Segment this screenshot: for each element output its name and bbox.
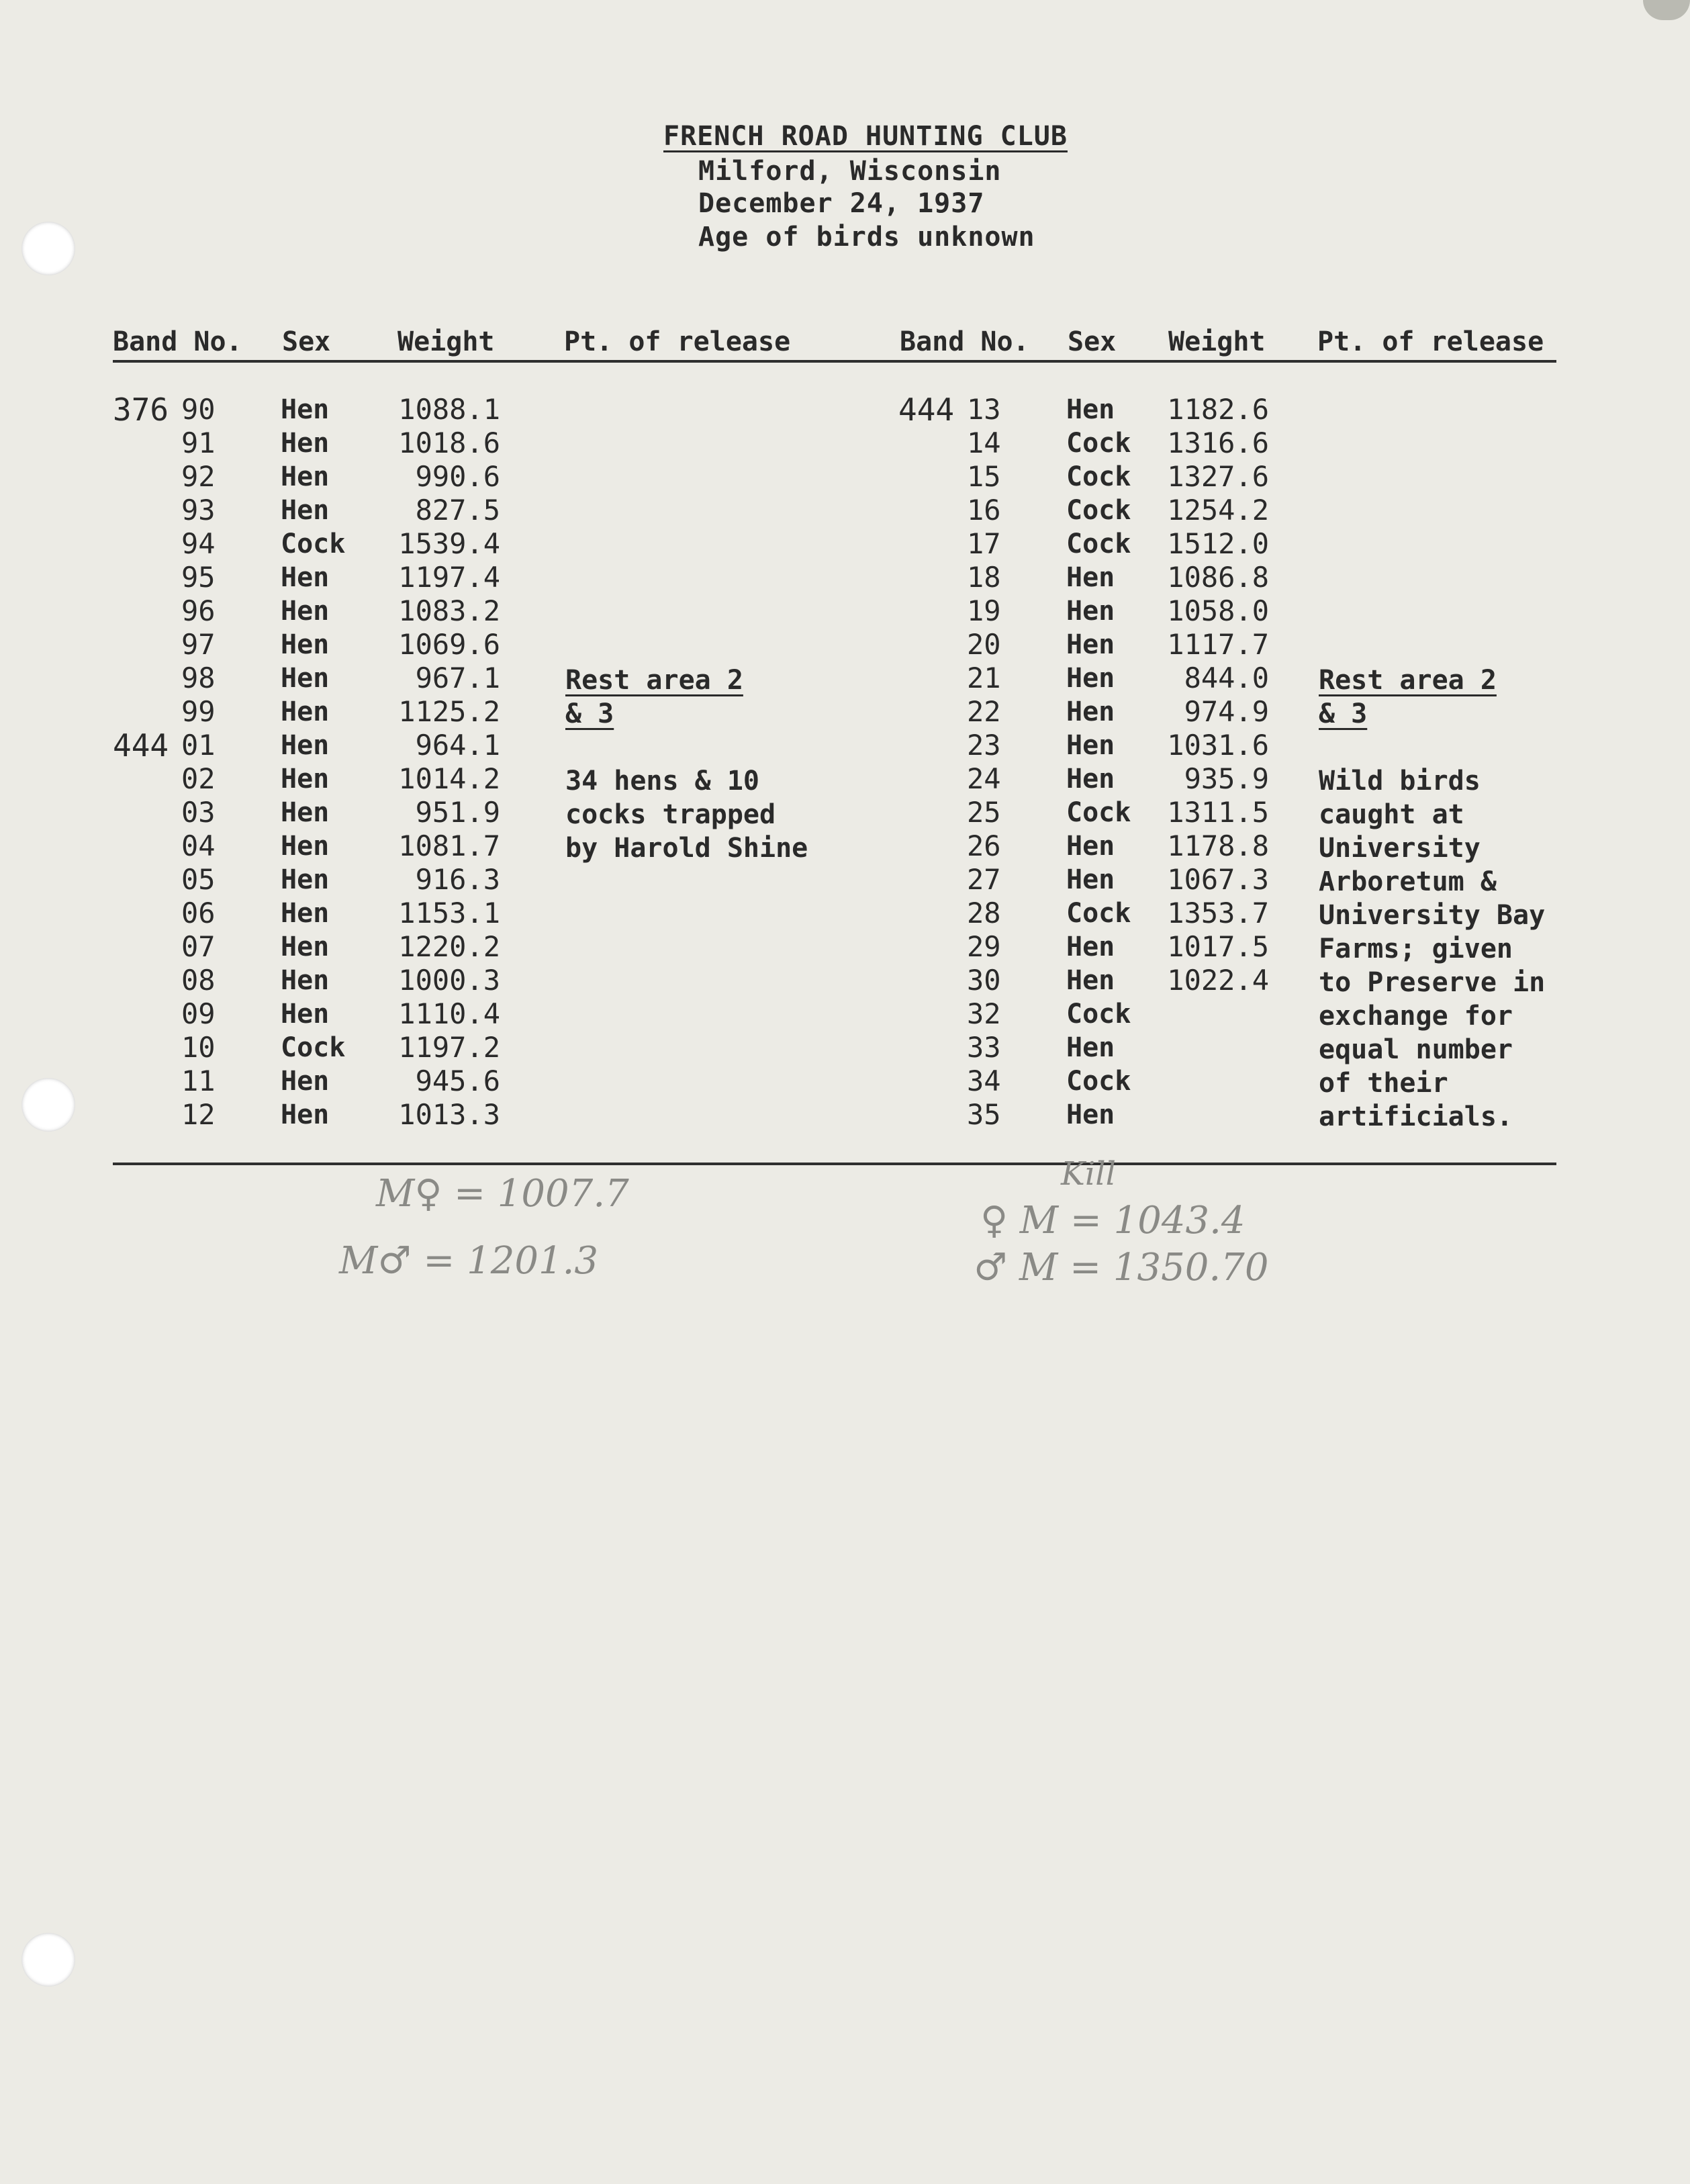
col-weight-right: Weight	[1168, 326, 1266, 357]
weight-cell: 1088.1	[398, 393, 500, 426]
release-left-line2: & 3	[565, 698, 614, 729]
col-sex-right: Sex	[1068, 326, 1117, 357]
band-prefix-444-right: 444	[898, 392, 955, 428]
sex-cell: Hen	[281, 931, 330, 962]
sex-cell: Cock	[1066, 461, 1131, 492]
sex-cell: Cock	[1066, 428, 1131, 459]
band-number: 10	[181, 1031, 216, 1064]
handwritten-left-1: M♀ = 1007.7	[376, 1172, 629, 1216]
band-number: 04	[181, 829, 216, 862]
weight-cell: 1178.8	[1167, 829, 1269, 862]
band-number: 98	[181, 662, 216, 694]
band-number: 20	[967, 628, 1001, 661]
sex-cell: Hen	[1066, 764, 1115, 794]
band-number: 17	[967, 527, 1001, 560]
release-right-note: of their	[1319, 1068, 1448, 1099]
sex-cell: Hen	[1066, 629, 1115, 660]
release-left-note2: cocks trapped	[565, 799, 776, 830]
release-left-note1: 34 hens & 10	[565, 766, 759, 797]
sex-cell: Hen	[281, 495, 330, 526]
sex-cell: Hen	[1066, 696, 1115, 727]
release-right-note: caught at	[1319, 799, 1464, 830]
sex-cell: Cock	[1066, 529, 1131, 559]
band-prefix-444-left: 444	[113, 727, 169, 764]
handwritten-right-2: ♂ M = 1350.70	[974, 1246, 1269, 1289]
sex-cell: Hen	[281, 864, 330, 895]
sex-cell: Cock	[281, 1032, 346, 1063]
band-number: 06	[181, 897, 216, 929]
band-number: 16	[967, 494, 1001, 527]
sex-cell: Hen	[1066, 1032, 1115, 1063]
weight-cell: 1081.7	[398, 829, 500, 862]
band-prefix-376: 376	[113, 392, 169, 428]
weight-cell: 1013.3	[398, 1098, 500, 1131]
weight-cell: 1182.6	[1167, 393, 1269, 426]
weight-cell: 1058.0	[1167, 594, 1269, 627]
release-right-note: Wild birds	[1319, 766, 1481, 797]
band-number: 99	[181, 695, 216, 728]
weight-cell: 1311.5	[1167, 796, 1269, 829]
document-title: FRENCH ROAD HUNTING CLUB	[663, 121, 1068, 152]
weight-cell: 1069.6	[398, 628, 500, 661]
weight-cell: 964.1	[415, 729, 500, 762]
band-number: 22	[967, 695, 1001, 728]
sex-cell: Hen	[1066, 394, 1115, 425]
location: Milford, Wisconsin	[698, 156, 1002, 187]
band-number: 01	[181, 729, 216, 762]
weight-cell: 1539.4	[398, 527, 500, 560]
release-left-line1: Rest area 2	[565, 665, 743, 696]
release-right-note: equal number	[1319, 1034, 1513, 1065]
sex-cell: Hen	[281, 428, 330, 459]
sex-cell: Hen	[281, 730, 330, 761]
weight-cell: 1353.7	[1167, 897, 1269, 929]
weight-cell: 1327.6	[1167, 460, 1269, 493]
weight-cell: 1086.8	[1167, 561, 1269, 594]
weight-cell: 974.9	[1184, 695, 1269, 728]
release-right-note: exchange for	[1319, 1001, 1513, 1032]
release-right-note: artificials.	[1319, 1101, 1513, 1132]
band-number: 09	[181, 997, 216, 1030]
band-number: 33	[967, 1031, 1001, 1064]
weight-cell: 1083.2	[398, 594, 500, 627]
punch-hole-top	[21, 222, 75, 275]
band-number: 18	[967, 561, 1001, 594]
weight-cell: 1110.4	[398, 997, 500, 1030]
band-number: 11	[181, 1064, 216, 1097]
band-number: 28	[967, 897, 1001, 929]
weight-cell: 1512.0	[1167, 527, 1269, 560]
band-number: 14	[967, 426, 1001, 459]
weight-cell: 1018.6	[398, 426, 500, 459]
sex-cell: Hen	[1066, 965, 1115, 996]
date: December 24, 1937	[698, 188, 985, 219]
band-number: 12	[181, 1098, 216, 1131]
weight-cell: 1197.4	[398, 561, 500, 594]
footer-rule	[113, 1163, 1556, 1165]
weight-cell: 1067.3	[1167, 863, 1269, 896]
punch-hole-bottom	[21, 1933, 75, 1987]
sex-cell: Hen	[1066, 931, 1115, 962]
band-number: 19	[967, 594, 1001, 627]
band-number: 05	[181, 863, 216, 896]
sex-cell: Cock	[1066, 999, 1131, 1030]
col-sex-left: Sex	[282, 326, 331, 357]
band-number: 23	[967, 729, 1001, 762]
weight-cell: 1014.2	[398, 762, 500, 795]
sex-cell: Hen	[281, 461, 330, 492]
band-number: 90	[181, 393, 216, 426]
band-number: 32	[967, 997, 1001, 1030]
sex-cell: Hen	[281, 562, 330, 593]
handwritten-right-1: ♀ M = 1043.4	[980, 1199, 1246, 1242]
col-band-right: Band No.	[900, 326, 1029, 357]
weight-cell: 990.6	[415, 460, 500, 493]
band-number: 30	[967, 964, 1001, 997]
handwritten-kill: Kill	[1061, 1155, 1116, 1193]
weight-cell: 1153.1	[398, 897, 500, 929]
band-number: 93	[181, 494, 216, 527]
handwritten-left-2: M♂ = 1201.3	[339, 1239, 599, 1283]
weight-cell: 1117.7	[1167, 628, 1269, 661]
sex-cell: Hen	[1066, 562, 1115, 593]
sex-cell: Hen	[281, 629, 330, 660]
weight-cell: 844.0	[1184, 662, 1269, 694]
sex-cell: Hen	[1066, 730, 1115, 761]
sex-cell: Hen	[281, 999, 330, 1030]
sex-cell: Cock	[1066, 495, 1131, 526]
band-number: 13	[967, 393, 1001, 426]
weight-cell: 1031.6	[1167, 729, 1269, 762]
release-right-line2: & 3	[1319, 698, 1368, 729]
corner-smudge	[1643, 0, 1690, 20]
sex-cell: Cock	[1066, 1066, 1131, 1097]
sex-cell: Hen	[281, 797, 330, 828]
weight-cell: 945.6	[415, 1064, 500, 1097]
age-note: Age of birds unknown	[698, 222, 1035, 253]
release-right-note: Farms; given	[1319, 934, 1513, 964]
sex-cell: Hen	[281, 831, 330, 862]
band-number: 08	[181, 964, 216, 997]
weight-cell: 916.3	[415, 863, 500, 896]
weight-cell: 1017.5	[1167, 930, 1269, 963]
weight-cell: 935.9	[1184, 762, 1269, 795]
band-number: 97	[181, 628, 216, 661]
band-number: 35	[967, 1098, 1001, 1131]
band-number: 34	[967, 1064, 1001, 1097]
weight-cell: 1197.2	[398, 1031, 500, 1064]
sex-cell: Hen	[281, 596, 330, 627]
release-right-note: to Preserve in	[1319, 967, 1546, 998]
band-number: 02	[181, 762, 216, 795]
band-number: 29	[967, 930, 1001, 963]
band-number: 96	[181, 594, 216, 627]
sex-cell: Cock	[1066, 898, 1131, 929]
sex-cell: Hen	[1066, 596, 1115, 627]
sex-cell: Hen	[1066, 1099, 1115, 1130]
weight-cell: 951.9	[415, 796, 500, 829]
weight-cell: 1022.4	[1167, 964, 1269, 997]
band-number: 25	[967, 796, 1001, 829]
release-right-line1: Rest area 2	[1319, 665, 1497, 696]
band-number: 07	[181, 930, 216, 963]
sex-cell: Hen	[281, 1066, 330, 1097]
band-number: 26	[967, 829, 1001, 862]
sex-cell: Hen	[281, 1099, 330, 1130]
sex-cell: Hen	[281, 663, 330, 694]
sex-cell: Hen	[281, 394, 330, 425]
band-number: 91	[181, 426, 216, 459]
release-left-note3: by Harold Shine	[565, 833, 808, 864]
band-number: 24	[967, 762, 1001, 795]
weight-cell: 1125.2	[398, 695, 500, 728]
weight-cell: 827.5	[415, 494, 500, 527]
sex-cell: Hen	[281, 696, 330, 727]
band-number: 92	[181, 460, 216, 493]
sex-cell: Hen	[281, 764, 330, 794]
weight-cell: 1000.3	[398, 964, 500, 997]
weight-cell: 1220.2	[398, 930, 500, 963]
sex-cell: Cock	[281, 529, 346, 559]
punch-hole-middle	[21, 1078, 75, 1132]
sex-cell: Hen	[1066, 663, 1115, 694]
sex-cell: Hen	[1066, 864, 1115, 895]
release-right-note: University	[1319, 833, 1481, 864]
col-release-left: Pt. of release	[564, 326, 791, 357]
sex-cell: Hen	[281, 898, 330, 929]
band-number: 03	[181, 796, 216, 829]
band-number: 15	[967, 460, 1001, 493]
weight-cell: 1254.2	[1167, 494, 1269, 527]
col-band-left: Band No.	[113, 326, 242, 357]
release-right-note: Arboretum &	[1319, 866, 1497, 897]
weight-cell: 967.1	[415, 662, 500, 694]
weight-cell: 1316.6	[1167, 426, 1269, 459]
sex-cell: Hen	[281, 965, 330, 996]
band-number: 21	[967, 662, 1001, 694]
band-number: 95	[181, 561, 216, 594]
band-number: 27	[967, 863, 1001, 896]
header-rule	[113, 360, 1556, 363]
band-number: 94	[181, 527, 216, 560]
col-weight-left: Weight	[397, 326, 495, 357]
sex-cell: Cock	[1066, 797, 1131, 828]
sex-cell: Hen	[1066, 831, 1115, 862]
release-right-note: University Bay	[1319, 900, 1546, 931]
col-release-right: Pt. of release	[1317, 326, 1544, 357]
